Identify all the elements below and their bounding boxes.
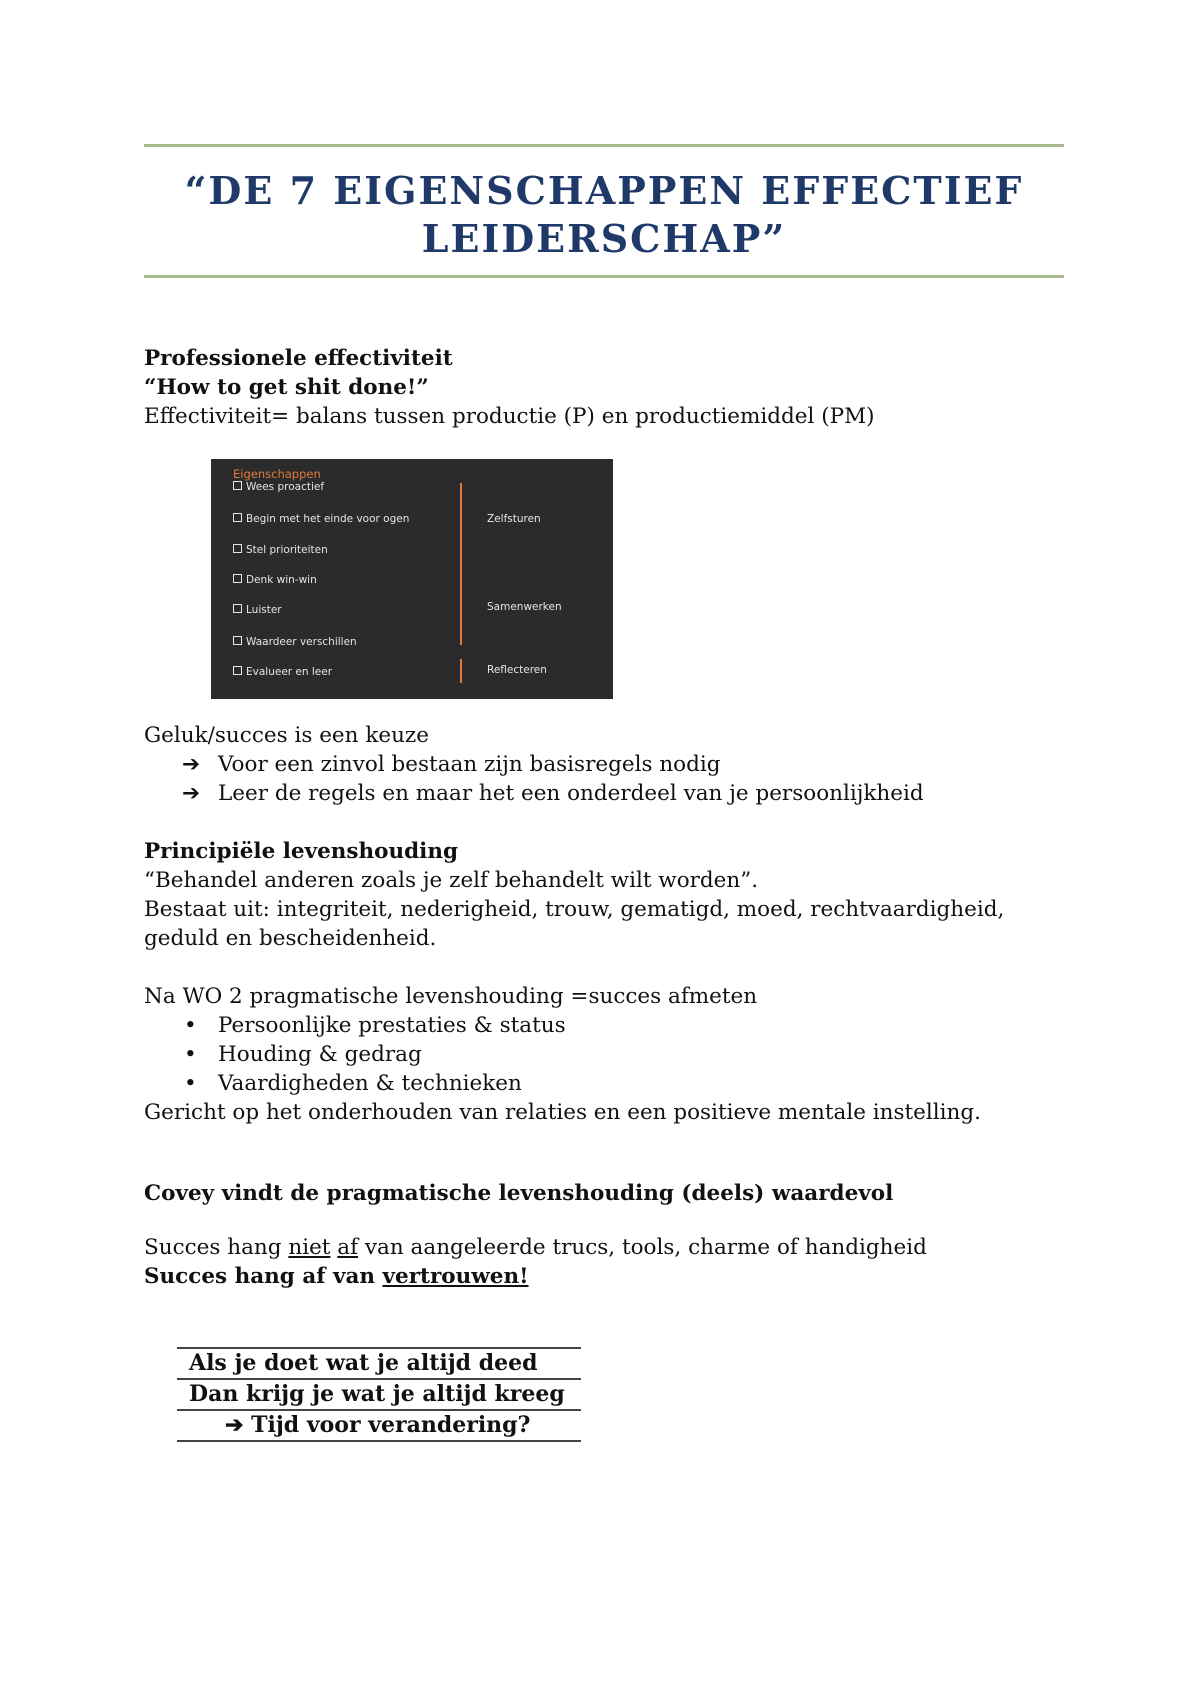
arrow-list-item: ➔ Voor een zinvol bestaan zijn basisregels nodig	[182, 752, 721, 777]
table-cell: Dan krijg je wat je altijd kreeg	[177, 1379, 581, 1410]
table-cell: Als je doet wat je altijd deed	[177, 1348, 581, 1379]
category-divider	[460, 483, 462, 579]
category-reflecteren: Reflecteren	[487, 664, 547, 676]
bullet-list-item: • Vaardigheden & technieken	[184, 1071, 522, 1096]
geluk-intro: Geluk/succes is een keuze	[144, 723, 429, 748]
table-cell: ➔ Tijd voor verandering?	[177, 1410, 581, 1441]
slide-item: Evalueer en leer	[233, 666, 332, 679]
table-row	[177, 1348, 581, 1379]
category-divider	[460, 659, 462, 683]
eigenschappen-slide-image	[211, 459, 613, 699]
arrow-list-item: ➔ Leer de regels en maar het een onderdeel van je persoonlijkheid	[182, 781, 924, 806]
section-heading-professionele: Professionele effectiviteit	[144, 346, 453, 371]
category-zelfsturen: Zelfsturen	[487, 513, 541, 525]
slide-title: Eigenschappen	[233, 467, 321, 481]
checkbox-icon	[233, 604, 242, 613]
principle-quote: “Behandel anderen zoals je zelf behandelt wilt worden”.	[144, 868, 759, 893]
arrow-right-icon: ➔	[182, 752, 201, 777]
section-heading-covey: Covey vindt de pragmatische levenshouding (deels) waardevol	[144, 1181, 894, 1206]
table-row	[177, 1379, 581, 1410]
pragmatic-outro: Gericht op het onderhouden van relaties en een positieve mentale instelling.	[144, 1100, 981, 1125]
bullet-list-item: • Persoonlijke prestaties & status	[184, 1013, 566, 1038]
succes-line: Succes hang niet af van aangeleerde trucs, tools, charme of handigheid	[144, 1235, 927, 1260]
checkbox-icon	[233, 513, 242, 522]
category-samenwerken: Samenwerken	[487, 601, 562, 613]
table-row	[177, 1410, 581, 1441]
slide-item: Begin met het einde voor ogen	[233, 513, 409, 526]
pragmatic-intro: Na WO 2 pragmatische levenshouding =succes afmeten	[144, 984, 758, 1009]
definition-text: Effectiviteit= balans tussen productie (P) en productiemiddel (PM)	[144, 404, 875, 429]
arrow-right-icon: ➔	[182, 781, 201, 806]
checkbox-icon	[233, 481, 242, 490]
slide-item: Wees proactief	[233, 481, 324, 494]
checkbox-icon	[233, 666, 242, 675]
slide-item: Stel prioriteiten	[233, 544, 328, 557]
slide-item: Luister	[233, 604, 282, 617]
bullet-icon: •	[184, 1013, 197, 1038]
checkbox-icon	[233, 544, 242, 553]
slide-item: Waardeer verschillen	[233, 636, 357, 649]
principle-line: geduld en bescheidenheid.	[144, 926, 437, 951]
arrow-right-icon: ➔	[225, 1412, 244, 1438]
checkbox-icon	[233, 636, 242, 645]
succes-line-bold: Succes hang af van vertrouwen!	[144, 1264, 529, 1289]
checkbox-icon	[233, 574, 242, 583]
section-quote: “How to get shit done!”	[144, 375, 429, 400]
principle-line: Bestaat uit: integriteit, nederigheid, trouw, gematigd, moed, rechtvaardigheid,	[144, 897, 1005, 922]
bullet-list-item: • Houding & gedrag	[184, 1042, 422, 1067]
section-heading-principiele: Principiële levenshouding	[144, 839, 458, 864]
document-title: “DE 7 EIGENSCHAPPEN EFFECTIEF LEIDERSCHAP”	[184, 168, 1024, 261]
bullet-icon: •	[184, 1042, 197, 1067]
slide-item: Denk win-win	[233, 574, 317, 587]
document-body	[144, 344, 1064, 1442]
quote-table	[177, 1347, 581, 1442]
category-divider	[460, 575, 462, 645]
bullet-icon: •	[184, 1071, 197, 1096]
title-block	[144, 144, 1064, 278]
